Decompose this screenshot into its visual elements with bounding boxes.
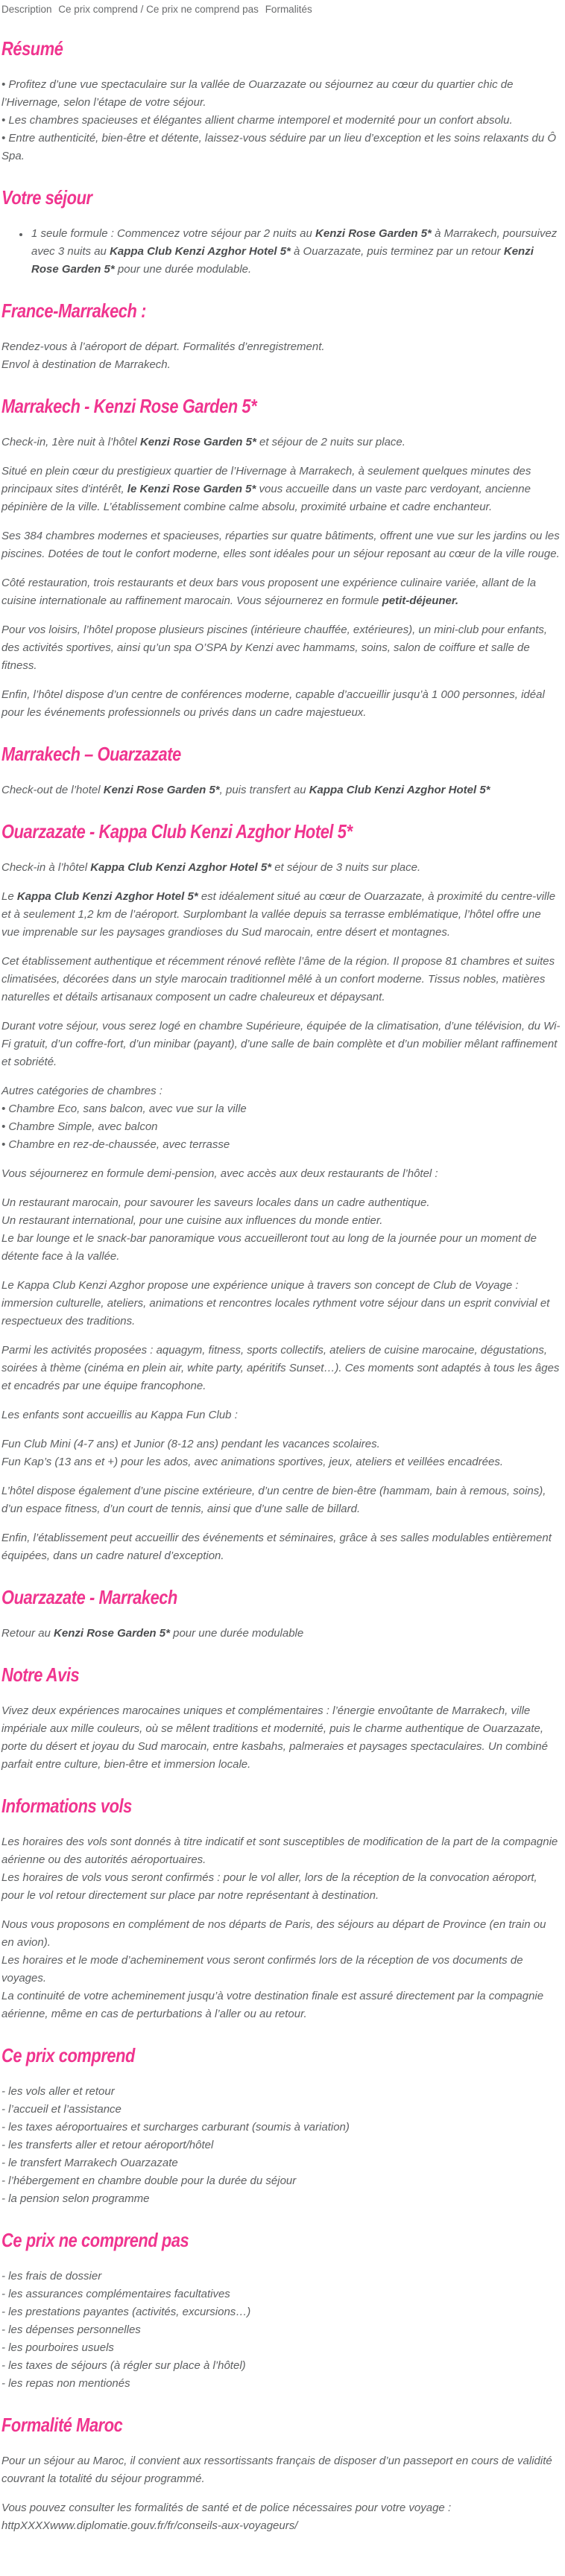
text: Fun Kap’s (13 ans et +) pour les ados, avec animations sportives, jeux, ateliers et veillées encadrées. [1, 1456, 504, 1468]
text: Les enfants sont accueillis au Kappa Fun Club : [1, 1409, 238, 1421]
section-heading: Ce prix comprend [1, 2044, 135, 2066]
section-informations-vols [1, 1794, 561, 2023]
text: - les taxes aéroportuaires et surcharges carburant (soumis à variation) [1, 2121, 350, 2134]
text: Pour vos loisirs, l’hôtel propose plusieurs piscines (intérieure chauffée, extérieures), un mini-club pour enfants, des activités sportives, ainsi qu’un spa O’SPA by Kenzi avec hammams, soins, salon de coiffure et salle de fitness. [1, 624, 548, 672]
paragraph [1, 1916, 561, 2023]
text: à Marrakech, poursuivez avec 3 nuits au [31, 227, 558, 258]
text: Les horaires des vols sont donnés à titre indicatif et sont susceptibles de modification de la part de la compagnie aérienne ou des autorités aéroportuaires. [1, 1836, 558, 1866]
paragraph [1, 1702, 561, 1774]
paragraph [1, 1406, 561, 1424]
section-heading: Ouarzazate - Marrakech [1, 1586, 177, 1608]
paragraph [1, 1082, 561, 1154]
paragraph [1, 781, 561, 799]
section-heading: Formalité Maroc [1, 2414, 123, 2436]
paragraph [1, 1625, 561, 1643]
text: Les horaires et le mode d’acheminement vous seront confirmés lors de la réception de vos documents de voyages. [1, 1954, 523, 1985]
text: • Profitez d’une vue spectaculaire sur la vallée de Ouarzazate ou séjournez au cœur du quartier chic de l’Hivernage, selon l’étape de votre séjour. [1, 78, 514, 109]
paragraph [1, 463, 561, 516]
text: Fun Club Mini (4-7 ans) et Junior (8-12 ans) pendant les vacances scolaires. [1, 1438, 380, 1450]
text: - les prestations payantes (activités, excursions…) [1, 2306, 251, 2318]
section-france-marrakech [1, 299, 561, 374]
paragraph [1, 1165, 561, 1183]
section-marrakech-kenzi-rose-garden [1, 394, 561, 722]
text: • Chambre Eco, sans balcon, avec vue sur la ville [1, 1103, 247, 1115]
text: Vivez deux expériences marocaines uniques et complémentaires : l’énergie envoûtante de Marrakech, ville impériale aux mille couleurs, où se mêlent traditions et modernité, puis le charme authentique de Ouarzazate, porte du désert et joyau du Sud marocain, entre kasbahs, palmeraies et paysages spectaculaires. Un combiné parfait entre culture, bien-être et immersion locale. [1, 1704, 548, 1771]
paragraph [1, 1194, 561, 1266]
text: • Entre authenticité, bien-être et détente, laissez-vous séduire par un lieu d’exception et les soins relaxants du Ô Spa. [1, 132, 557, 162]
text: • Les chambres spacieuses et élégantes allient charme intemporel et modernité pour un confort absolu. [1, 114, 513, 127]
description-content [1, 37, 561, 2535]
section-heading: Votre séjour [1, 186, 92, 209]
text: Check-in à l’hôtel [1, 861, 91, 874]
text: Le Kappa Club Kenzi Azghor propose une expérience unique à travers son concept de Club de Voyage : immersion culturelle, ateliers, animations et rencontres locales rythment votre séjour dans un esprit convivial et respectueux des traditions. [1, 1279, 550, 1327]
text: - les taxes de séjours (à régler sur place à l’hôtel) [1, 2359, 246, 2372]
bold-text: Kappa Club Kenzi Azghor Hotel 5* [90, 861, 272, 874]
text: httpXXXXwww.diplomatie.gouv.fr/fr/conseils-aux-voyageurs/ [1, 2519, 298, 2532]
paragraph [1, 434, 561, 451]
section-ouarzazate-kappa-club [1, 819, 561, 1565]
text: • Chambre en rez-de-chaussée, avec terrasse [1, 1138, 230, 1151]
paragraph [1, 1529, 561, 1565]
text: L’hôtel dispose également d’une piscine extérieure, d’un centre de bien-être (hammam, bain à remous, soins), d’un espace fitness, d’un court de tennis, ainsi que d’une salle de billard. [1, 1485, 546, 1515]
text: - l’hébergement en chambre double pour la durée du séjour [1, 2174, 297, 2187]
text: 1 seule formule : Commencez votre séjour par 2 nuits au [31, 227, 316, 240]
text: - les repas non mentionés [1, 2377, 130, 2390]
text: Rendez-vous à l’aéroport de départ. Formalités d’enregistrement. [1, 340, 325, 353]
bold-text: Kappa Club Kenzi Azghor Hotel 5* [110, 245, 291, 258]
section-resume [1, 37, 561, 165]
bold-text: Kappa Club Kenzi Azghor Hotel 5* [16, 890, 198, 903]
text: - l’accueil et l’assistance [1, 2103, 121, 2116]
text: Autres catégories de chambres : [1, 1085, 162, 1097]
text: Enfin, l’établissement peut accueillir des événements et séminaires, grâce à ses salles modulables entièrement équipées, dans un cadre naturel d’exception. [1, 1532, 552, 1562]
paragraph [1, 2452, 561, 2488]
text: - les transferts aller et retour aéroport/hôtel [1, 2139, 214, 2151]
text: Pour un séjour au Maroc, il convient aux ressortissants français de disposer d’un passeport en cours de validité couvrant la totalité du séjour programmé. [1, 2455, 552, 2485]
paragraph [1, 1018, 561, 1071]
text: - la pension selon programme [1, 2192, 150, 2205]
text: pour une durée modulable. [114, 263, 252, 276]
text: - les dépenses personnelles [1, 2323, 141, 2336]
text: Durant votre séjour, vous serez logé en chambre Supérieure, équipée de la climatisation, d’une télévision, du Wi-Fi gratuit, d’un coffre-fort, d’un minibar (payant), d’une salle de bain complète et d’un mobilier mêlant raffinement et sobriété. [1, 1020, 561, 1068]
tab-description[interactable]: Description [1, 4, 52, 15]
section-heading: Ouarzazate - Kappa Club Kenzi Azghor Hotel 5* [1, 820, 353, 843]
section-heading: Marrakech – Ouarzazate [1, 743, 181, 765]
section-heading: Marrakech - Kenzi Rose Garden 5* [1, 395, 257, 417]
paragraph [1, 859, 561, 877]
tab-formalities[interactable]: Formalités [265, 4, 312, 15]
text: Le bar lounge et le snack-bar panoramique vous accueilleront tout au long de la journée pour un moment de détente face à la vallée. [1, 1232, 537, 1263]
text: - le transfert Marrakech Ouarzazate [1, 2157, 178, 2169]
text: Enfin, l’hôtel dispose d’un centre de conférences moderne, capable d’accueillir jusqu’à 1 000 personnes, idéal pour les événements professionnels ou privés dans un cadre majestueux. [1, 688, 545, 719]
paragraph [1, 1435, 561, 1471]
text: Envol à destination de Marrakech. [1, 358, 171, 371]
paragraph [1, 2268, 561, 2393]
section-ce-prix-ne-comprend-pas [1, 2228, 561, 2393]
text: • Chambre Simple, avec balcon [1, 1120, 158, 1133]
tab-price-includes-excludes[interactable]: Ce prix comprend / Ce prix ne comprend pas [58, 4, 259, 15]
paragraph [1, 888, 561, 942]
paragraph [1, 1482, 561, 1518]
text: Les horaires de vols vous seront confirmés : pour le vol aller, lors de la réception de la convocation aéroport, pour le vol retour directement sur place par notre représentant à destination. [1, 1871, 537, 1902]
text: Check-in, 1ère nuit à l’hôtel [1, 436, 140, 448]
section-heading: Informations vols [1, 1795, 132, 1817]
section-votre-sejour [1, 185, 561, 279]
text: Cet établissement authentique et récemment rénové reflète l’âme de la région. Il propose 81 chambres et suites climatisées, décorées dans un style marocain traditionnel mêlé à un confort moderne. Tissus nobles, matières naturelles et détails artisanaux composent un cadre chaleureux et dépaysant. [1, 955, 555, 1003]
paragraph [1, 76, 561, 165]
text: Un restaurant marocain, pour savourer les saveurs locales dans un cadre authentique. [1, 1196, 430, 1209]
text: - les vols aller et retour [1, 2085, 115, 2098]
text: Un restaurant international, pour une cuisine aux influences du monde entier. [1, 1214, 383, 1227]
text: à Ouarzazate, puis terminez par un retour [290, 245, 504, 258]
section-heading: Notre Avis [1, 1663, 80, 1686]
bold-text: petit-déjeuner. [382, 594, 459, 607]
bold-text: Kenzi Rose Garden 5* [31, 245, 534, 276]
section-marrakech-ouarzazate [1, 742, 561, 799]
bullet-list [1, 225, 561, 279]
text: Situé en plein cœur du prestigieux quartier de l’Hivernage à Marrakech, à seulement quelques minutes des principaux sites d'intérêt, [1, 465, 531, 495]
paragraph [1, 1833, 561, 1905]
text: et séjour de 3 nuits sur place. [271, 861, 421, 874]
text: Nous vous proposons en complément de nos départs de Paris, des séjours au départ de Province (en train ou en avion). [1, 1918, 546, 1949]
paragraph [1, 1277, 561, 1330]
bold-text: Kenzi Rose Garden 5* [54, 1627, 170, 1640]
paragraph [1, 527, 561, 563]
text: La continuité de votre acheminement jusqu’à votre destination finale est assuré directement par la compagnie aérienne, même en cas de perturbations à l’aller ou au retour. [1, 1990, 544, 2020]
paragraph [1, 574, 561, 610]
text: Ses 384 chambres modernes et spacieuses, réparties sur quatre bâtiments, offrent une vue sur les jardins ou les piscines. Dotées de tout le confort moderne, elles sont idéales pour un séjour reposant au cœur de la ville rouge. [1, 530, 560, 560]
bold-text: Kappa Club Kenzi Azghor Hotel 5* [309, 784, 490, 796]
text: Retour au [1, 1627, 54, 1640]
text: - les pourboires usuels [1, 2341, 114, 2354]
paragraph [1, 338, 561, 374]
text: Vous séjournerez en formule demi-pension, avec accès aux deux restaurants de l’hôtel : [1, 1167, 438, 1180]
section-heading: France-Marrakech : [1, 299, 146, 322]
paragraph [1, 2083, 561, 2208]
paragraph [1, 953, 561, 1006]
paragraph [1, 621, 561, 675]
paragraph [1, 686, 561, 722]
list-item [30, 225, 561, 279]
bold-text: Kenzi Rose Garden 5* [139, 436, 256, 448]
section-heading: Résumé [1, 37, 63, 60]
section-formalite-maroc [1, 2413, 561, 2535]
text: est idéalement situé au cœur de Ouarzazate, à proximité du centre-ville et à seulement 1,2 km de l’aéroport. Surplombant la vallée depuis sa terrasse emblématique, l’hôtel offre une vue imprenable sur les paysages grandioses du Sud marocain, entre désert et montagnes. [1, 890, 556, 939]
text: vous accueille dans un vaste parc verdoyant, ancienne pépinière de la ville. L’établissement combine calme absolu, proximité urbaine et cadre enchanteur. [1, 483, 531, 513]
bold-text: le Kenzi Rose Garden 5* [127, 483, 256, 495]
text: Le [1, 890, 17, 903]
text: - les assurances complémentaires facultatives [1, 2288, 230, 2300]
text: Check-out de l’hotel [1, 784, 104, 796]
section-heading: Ce prix ne comprend pas [1, 2229, 189, 2251]
detail-tabs [1, 3, 561, 16]
section-ce-prix-comprend [1, 2043, 561, 2208]
bold-text: Kenzi Rose Garden 5* [315, 227, 432, 240]
text: Côté restauration, trois restaurants et deux bars vous proposent une expérience culinaire variée, allant de la cuisine internationale au raffinement marocain. Vous séjournerez en formule [1, 577, 537, 607]
text: Parmi les activités proposées : aquagym, fitness, sports collectifs, ateliers de cuisine marocaine, dégustations, soirées à thème (cinéma en plein air, white party, apéritifs Sunset…). Ces moments sont adaptés à tous les âges et encadrés par une équipe francophone. [1, 1344, 560, 1392]
paragraph [1, 1342, 561, 1395]
text: Vous pouvez consulter les formalités de santé et de police nécessaires pour votre voyage : [1, 2502, 452, 2514]
section-ouarzazate-marrakech [1, 1585, 561, 1643]
paragraph [1, 2499, 561, 2535]
text: et séjour de 2 nuits sur place. [256, 436, 405, 448]
text: pour une durée modulable [169, 1627, 304, 1640]
text: - les frais de dossier [1, 2270, 102, 2282]
section-notre-avis [1, 1663, 561, 1774]
bold-text: Kenzi Rose Garden 5* [103, 784, 220, 796]
text: , puis transfert au [219, 784, 309, 796]
